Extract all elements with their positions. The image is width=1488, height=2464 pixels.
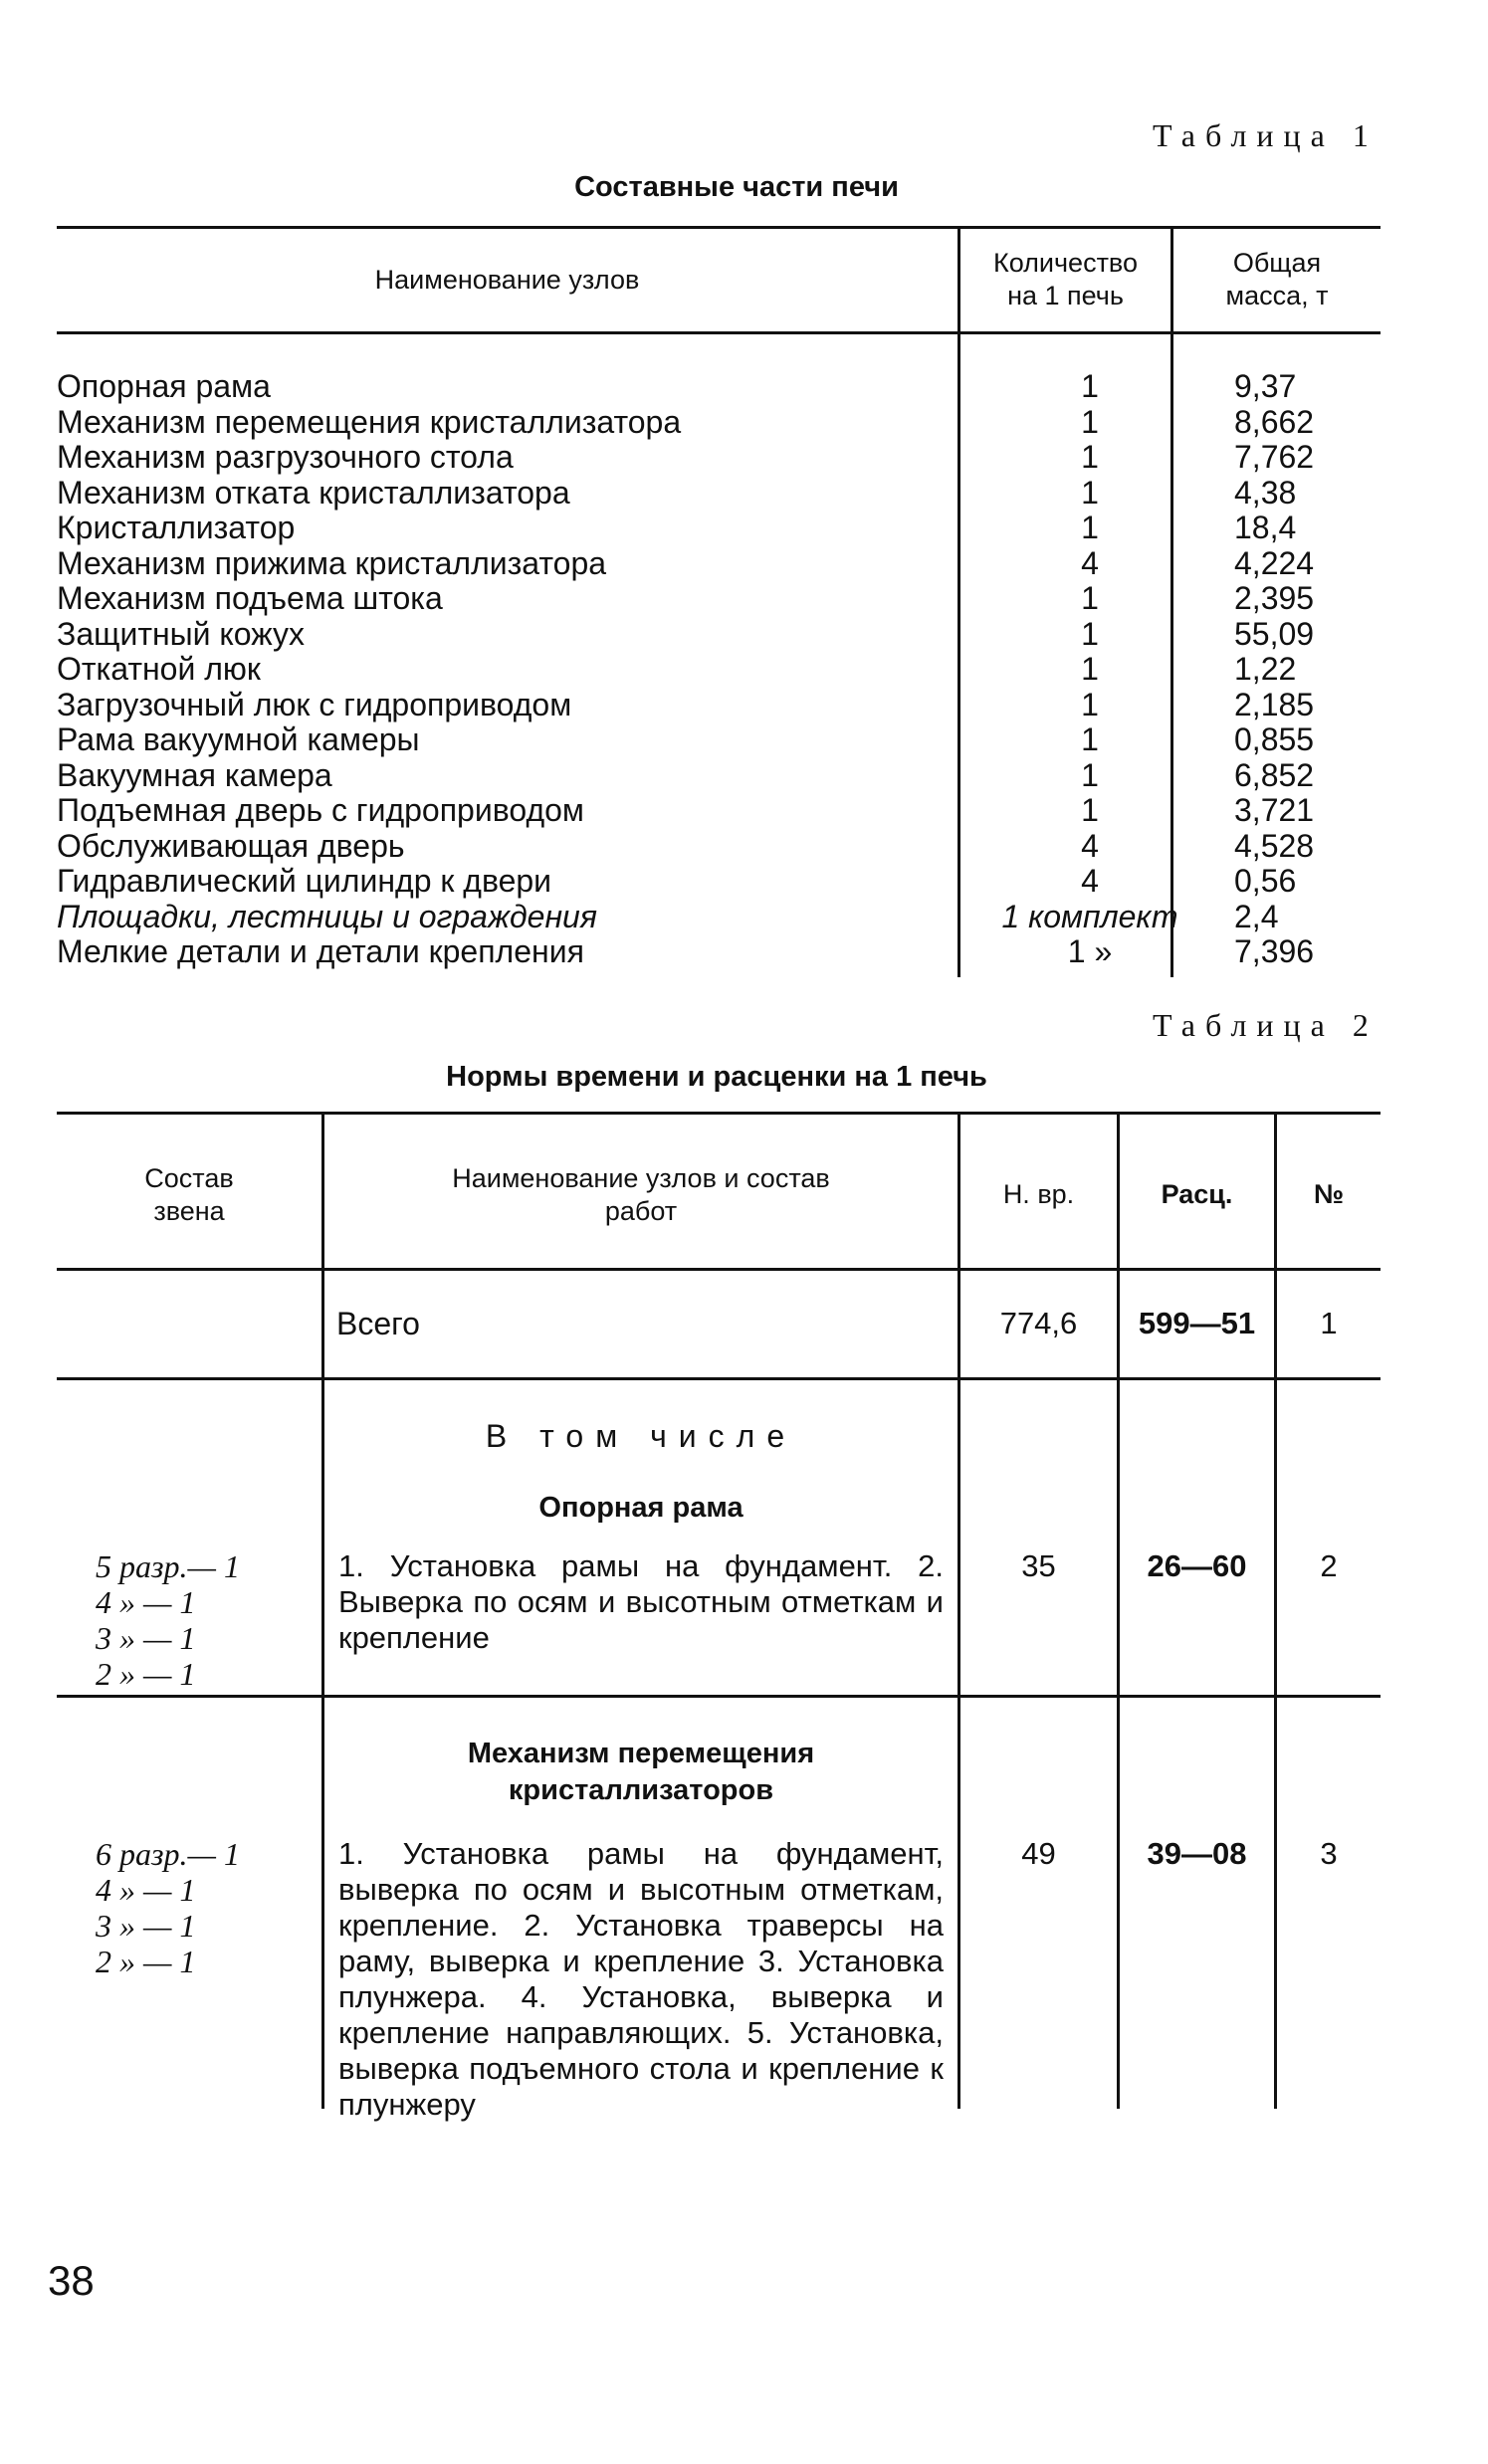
part-quantity: 1	[1081, 651, 1099, 687]
table2-col-divider	[1274, 1112, 1277, 2109]
table1-row	[57, 828, 1381, 864]
part-quantity: 1	[1081, 580, 1099, 616]
part-mass: 9,37	[1234, 368, 1297, 404]
table1-row	[57, 368, 1381, 404]
table2-col-divider	[957, 1112, 960, 2109]
part-name: Гидравлический цилиндр к двери	[57, 863, 552, 899]
part-quantity: 1 »	[1067, 933, 1113, 969]
part-quantity: 1	[1081, 615, 1099, 652]
part-quantity: 1	[1081, 686, 1099, 722]
table1-row	[57, 792, 1381, 828]
table1-title: Составные части печи	[574, 171, 899, 203]
part-name: Опорная рама	[57, 368, 271, 404]
table1-row	[57, 721, 1381, 757]
part-mass: 4,38	[1234, 474, 1297, 511]
table2-label: Таблица 2	[1153, 1007, 1379, 1043]
table1-row	[57, 687, 1381, 722]
section-title: Механизм перемещения кристаллизаторов	[467, 1738, 815, 1806]
part-mass: 0,855	[1234, 721, 1315, 757]
table1-row	[57, 580, 1381, 616]
row-number: 3	[1320, 1836, 1338, 1871]
part-mass: 1,22	[1234, 651, 1297, 687]
part-name: Механизм разгрузочного стола	[57, 439, 514, 475]
part-quantity: 4	[1081, 863, 1099, 899]
part-name: Защитный кожух	[57, 615, 305, 652]
work-description: 1. Установка рамы на фундамент. 2. Выверка по осям и высотным отметкам и крепление	[338, 1548, 944, 1655]
table1-header-qty: Количество на 1 печь	[993, 248, 1138, 310]
table1-label: Таблица 1	[1153, 117, 1379, 153]
part-name: Механизм перемещения кристаллизатора	[57, 403, 682, 440]
part-quantity: 1	[1081, 721, 1099, 757]
part-name: Площадки, лестницы и ограждения	[57, 898, 597, 934]
part-name: Мелкие детали и детали крепления	[57, 933, 584, 969]
part-quantity: 4	[1081, 544, 1099, 581]
part-name: Рама вакуумной камеры	[57, 721, 420, 757]
part-name: Вакуумная камера	[57, 756, 332, 793]
table2-col-divider	[1117, 1112, 1120, 2109]
part-name: Загрузочный люк с гидроприводом	[57, 686, 572, 722]
table2-header-name: Наименование узлов и состав работ	[452, 1163, 830, 1226]
table2-header-crew: Состав звена	[144, 1163, 234, 1226]
part-quantity: 1	[1081, 510, 1099, 545]
table1-row	[57, 616, 1381, 652]
section-title: Опорная рама	[538, 1492, 744, 1524]
rate-value: 26—60	[1147, 1548, 1247, 1583]
part-quantity: 1	[1081, 474, 1099, 511]
table1-header-name: Наименование узлов	[374, 265, 640, 295]
part-name: Кристаллизатор	[57, 510, 296, 545]
part-name: Обслуживающая дверь	[57, 827, 405, 864]
part-name: Механизм прижима кристаллизатора	[57, 544, 607, 581]
work-description: 1. Установка рамы на фундамент, выверка по осям и высотным отметкам, крепление. 2. Установка траверсы на раму, выверка и крепление 3. Установка плунжера. 4. Установка, выверка и крепление направляющих. 5. Установка, выверка подъемного стола и крепление к плунжеру	[338, 1836, 944, 2122]
part-mass: 7,396	[1234, 933, 1315, 969]
part-quantity: 1	[1081, 439, 1099, 475]
part-name: Подъемная дверь с гидроприводом	[57, 792, 584, 828]
part-mass: 2,185	[1234, 686, 1315, 722]
table1-row	[57, 545, 1381, 581]
part-mass: 6,852	[1234, 756, 1315, 793]
part-mass: 18,4	[1234, 510, 1297, 545]
table2-col-divider	[321, 1112, 324, 2109]
part-mass: 4,528	[1234, 827, 1315, 864]
total-num: 1	[1320, 1306, 1338, 1340]
table2-top-rule	[57, 1112, 1381, 1115]
part-quantity: 1	[1081, 403, 1099, 440]
part-quantity: 4	[1081, 827, 1099, 864]
part-mass: 2,395	[1234, 580, 1315, 616]
table1-row	[57, 439, 1381, 475]
table2-section-rule	[57, 1695, 1381, 1698]
crew-list: 6 разр.— 1 4 » — 1 3 » — 1 2 » — 1	[96, 1836, 240, 1979]
table2-total-rule	[57, 1377, 1381, 1380]
total-label: Всего	[336, 1306, 420, 1341]
part-mass: 7,762	[1234, 439, 1315, 475]
table1-row	[57, 933, 1381, 969]
part-name: Механизм отката кристаллизатора	[57, 474, 570, 511]
table1-row	[57, 404, 1381, 440]
total-rate: 599—51	[1138, 1306, 1256, 1340]
part-mass: 3,721	[1234, 792, 1315, 828]
row-number: 2	[1320, 1548, 1338, 1583]
table1-row	[57, 899, 1381, 934]
crew-list: 5 разр.— 1 4 » — 1 3 » — 1 2 » — 1	[96, 1548, 240, 1692]
time-value: 49	[1021, 1836, 1056, 1871]
including-label: В том числе	[485, 1418, 797, 1454]
part-mass: 2,4	[1234, 898, 1279, 934]
table1-top-rule	[57, 226, 1381, 229]
total-time: 774,6	[999, 1306, 1078, 1340]
rate-value: 39—08	[1147, 1836, 1247, 1871]
part-mass: 4,224	[1234, 544, 1315, 581]
part-quantity: 1 комплект	[1001, 898, 1178, 934]
part-mass: 55,09	[1234, 615, 1315, 652]
table1-row	[57, 757, 1381, 793]
table2-header-rate: Расц.	[1161, 1179, 1233, 1209]
time-value: 35	[1021, 1548, 1056, 1583]
table1-header-mass: Общая масса, т	[1225, 248, 1329, 310]
table1-header-rule	[57, 331, 1381, 334]
page-number: 38	[48, 2257, 95, 2304]
part-mass: 8,662	[1234, 403, 1315, 440]
table1-row	[57, 863, 1381, 899]
table1-row	[57, 510, 1381, 545]
table1-row	[57, 651, 1381, 687]
table2-header-rule	[57, 1268, 1381, 1271]
part-name: Механизм подъема штока	[57, 580, 443, 616]
table2-header-time: Н. вр.	[1002, 1179, 1075, 1209]
part-name: Откатной люк	[57, 651, 261, 687]
table2-header-num: №	[1313, 1179, 1345, 1209]
part-quantity: 1	[1081, 792, 1099, 828]
part-mass: 0,56	[1234, 863, 1297, 899]
part-quantity: 1	[1081, 756, 1099, 793]
table1-row	[57, 475, 1381, 511]
table2-title: Нормы времени и расценки на 1 печь	[446, 1061, 987, 1093]
part-quantity: 1	[1081, 368, 1099, 404]
